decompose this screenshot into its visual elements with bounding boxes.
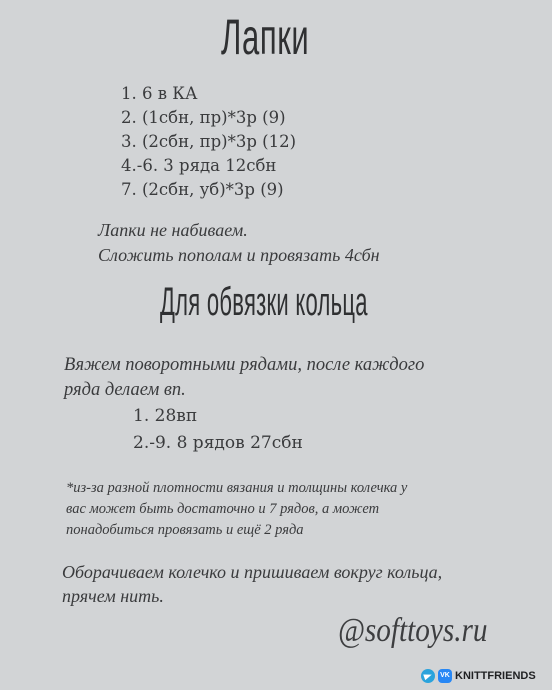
text-line: прячем нить. xyxy=(62,586,164,606)
list-item: 2. (1сбн, пр)*3р (9) xyxy=(121,108,286,127)
vk-icon: VK xyxy=(438,669,452,683)
signature-watermark: @softtoys.ru xyxy=(338,612,488,649)
section-title-paws: Лапки xyxy=(221,9,310,65)
brand-label: KNITTFRIENDS xyxy=(455,670,536,682)
ring-steps-list xyxy=(133,403,303,457)
text-line: ряда делаем вп. xyxy=(64,380,186,400)
telegram-icon xyxy=(421,669,435,683)
footer-brand xyxy=(421,669,536,683)
text-line: Вяжем поворотными рядами, после каждого xyxy=(64,355,425,375)
finishing-instructions xyxy=(62,560,442,608)
paws-instructions xyxy=(98,218,380,268)
text-line: Лапки не набиваем. xyxy=(98,220,248,240)
list-item: 4.-6. 3 ряда 12сбн xyxy=(121,156,277,175)
ring-intro xyxy=(64,353,424,403)
paws-steps-list xyxy=(121,82,296,202)
section-title-ring: Для обвязки кольца xyxy=(160,280,368,324)
text-line: Сложить пополам и провязать 4сбн xyxy=(98,245,380,265)
text-line: *из-за разной плотности вязания и толщины колечка у xyxy=(66,480,408,496)
list-item: 7. (2сбн, уб)*3р (9) xyxy=(121,180,284,199)
footnote xyxy=(66,478,407,541)
text-line: Оборачиваем колечко и пришиваем вокруг кольца, xyxy=(62,562,443,582)
list-item: 2.-9. 8 рядов 27сбн xyxy=(133,433,303,453)
list-item: 1. 6 в КА xyxy=(121,84,198,103)
list-item: 1. 28вп xyxy=(133,406,198,426)
list-item: 3. (2сбн, пр)*3р (12) xyxy=(121,132,297,151)
text-line: понадобиться провязать и ещё 2 ряда xyxy=(66,522,304,538)
text-line: вас может быть достаточно и 7 рядов, а может xyxy=(66,501,380,517)
